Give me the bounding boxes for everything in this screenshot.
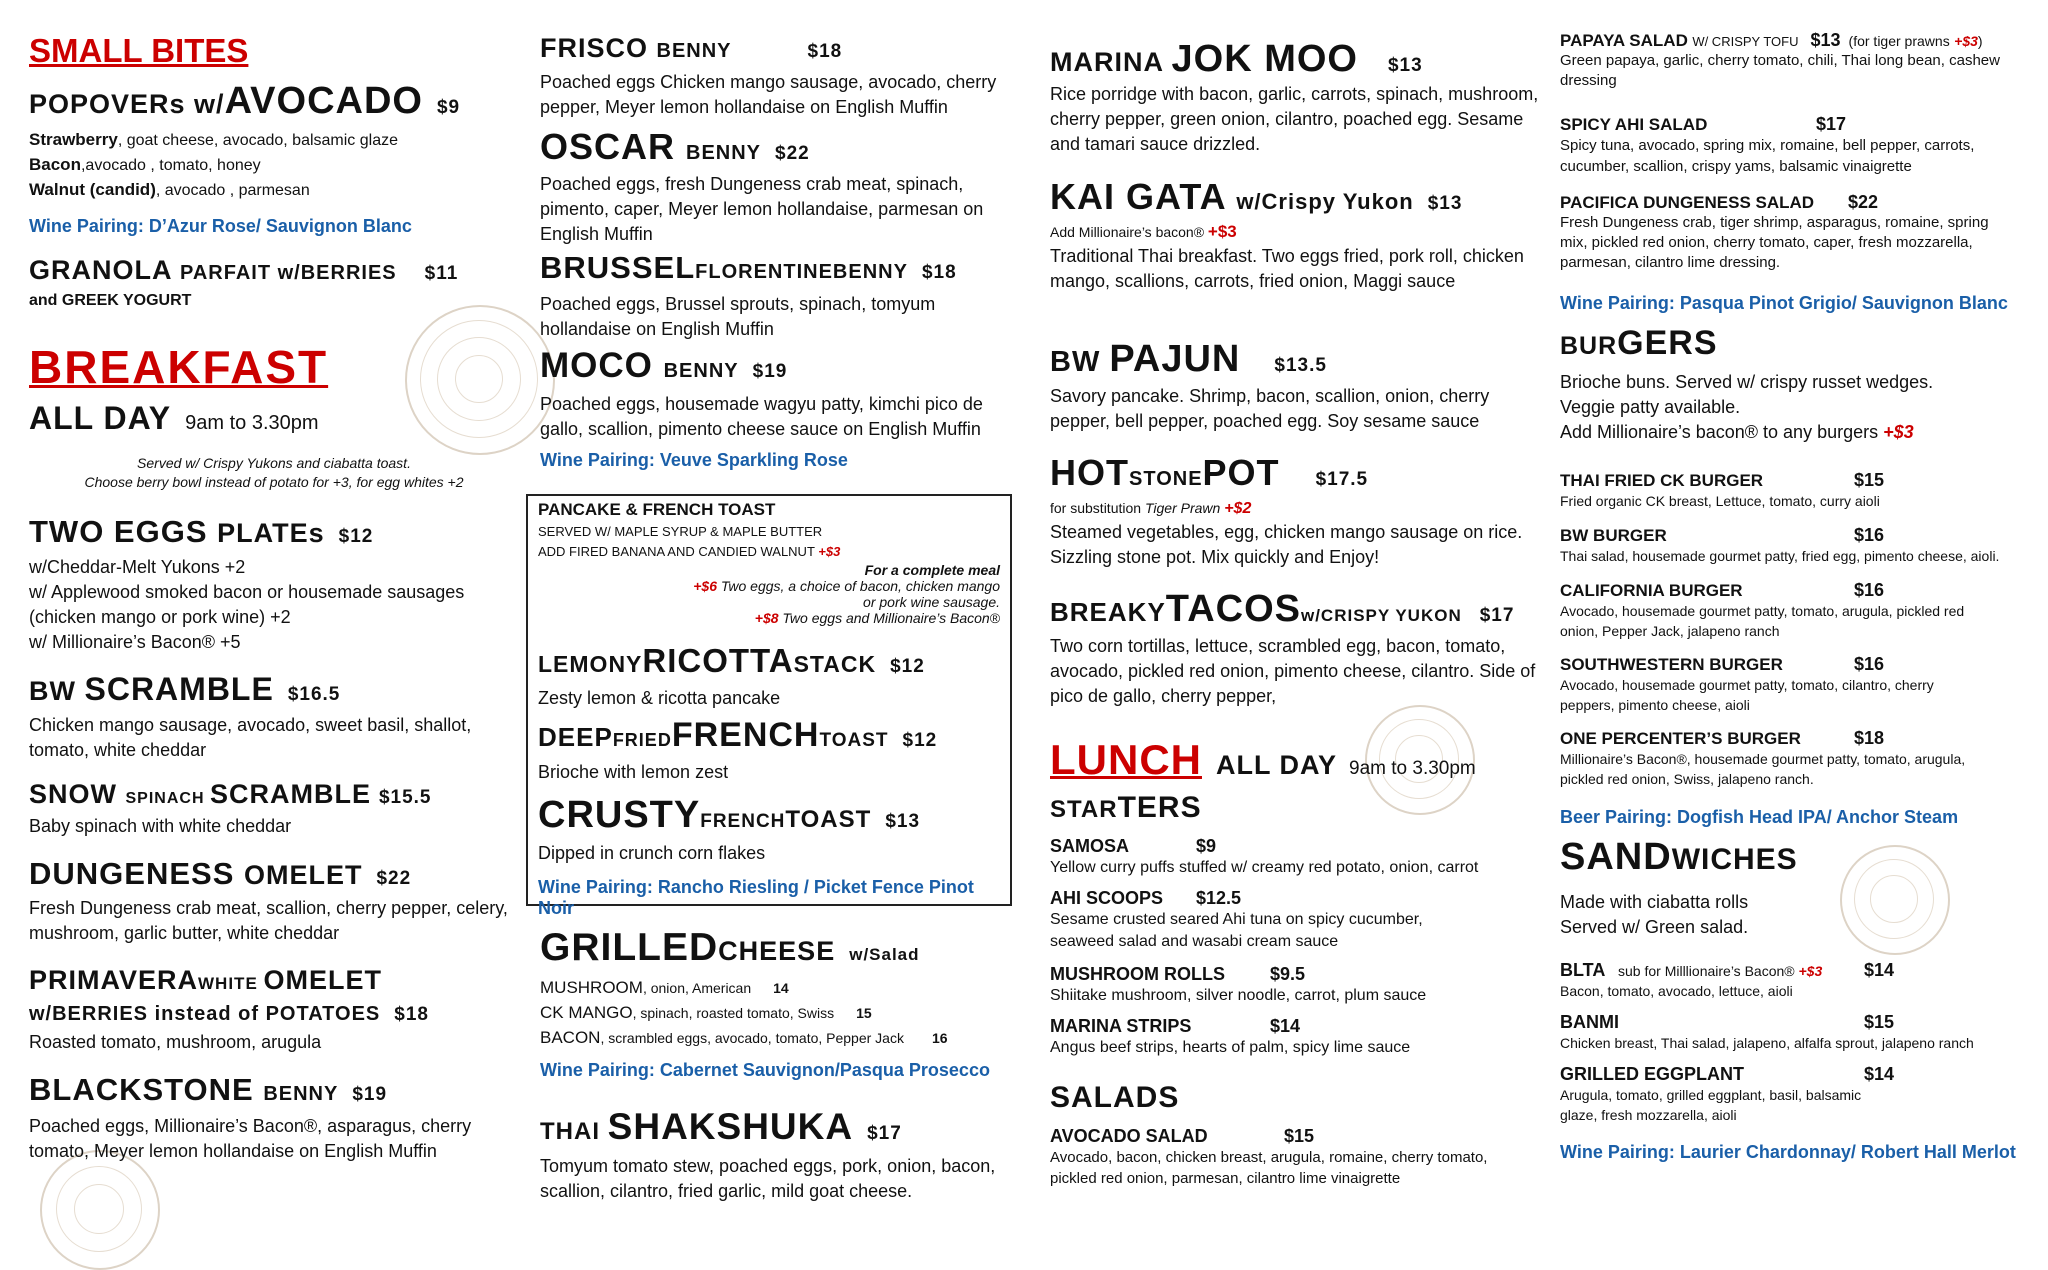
starter-item: SAMOSA $9 Yellow curry puffs stuffed w/ creamy red potato, onion, carrot [1050, 836, 1479, 876]
kai-gata-desc: Traditional Thai breakfast. Two eggs fried, pork roll, chicken mango, scallions, carrots, fried onion, Maggi sauce [1050, 246, 1524, 291]
starter-item: MARINA STRIPS $14 Angus beef strips, hearts of palm, spicy lime sauce [1050, 1016, 1411, 1056]
breakfast-served-note: Served w/ Crispy Yukons and ciabatta toast. Choose berry bowl instead of potato for +3, for egg whites +2 [84, 455, 464, 490]
kai-gata-title: KAI GATA w/Crispy Yukon $13 [1050, 176, 1463, 217]
bw-scramble-title: BW SCRAMBLE $16.5 [29, 671, 341, 707]
hot-stone-pot-substitution: for substitution Tiger Prawn +$2 [1050, 500, 1252, 517]
sandwiches-heading: SANDWICHES [1560, 836, 1798, 878]
frisco-benny-desc: Poached eggs Chicken mango sausage, avocado, cherry pepper, Meyer lemon hollandaise on English Muffin [540, 72, 997, 117]
menu-column-1 [29, 0, 519, 1243]
pacifica-dungeness-salad: PACIFICA DUNGENESS SALAD $22 Fresh Dungeness crab, tiger shrimp, asparagus, romaine, spring mix, pickled red onion, cherry tomato, caper, fresh mozzarella, parmesan, cilantro lime dressing. [1560, 192, 1989, 271]
oscar-benny-title: OSCAR BENNY $22 [540, 126, 810, 167]
pancake-box-heading: PANCAKE & FRENCH TOAST [538, 500, 776, 519]
deep-fried-french-toast-desc: Brioche with lemon zest [538, 762, 729, 782]
bw-scramble-desc: Chicken mango sausage, avocado, sweet basil, shallot, tomato, white cheddar [29, 715, 472, 760]
snow-scramble-desc: Baby spinach with white cheddar [29, 816, 292, 836]
moco-benny-title: MOCO BENNY $19 [540, 346, 788, 385]
marina-jok-moo-desc: Rice porridge with bacon, garlic, carrots, spinach, mushroom, cherry pepper, green onion, cilantro, poached egg. Sesame and tamari sauce drizzled. [1050, 84, 1539, 154]
burger-beer-pairing: Beer Pairing: Dogfish Head IPA/ Anchor Steam [1560, 807, 1959, 827]
lemony-ricotta-title: LEMONYRICOTTASTACK $12 [538, 642, 925, 679]
popovers-price: $9 [436, 97, 461, 118]
grilled-cheese-options [540, 978, 1030, 1053]
lemony-ricotta-desc: Zesty lemon & ricotta pancake [538, 688, 781, 708]
starter-item: AHI SCOOPS $12.5 Sesame crusted seared Ahi tuna on spicy cucumber, seaweed salad and wasabi cream sauce [1050, 888, 1423, 950]
menu-column-2 [540, 0, 1030, 1243]
blackstone-benny-desc: Poached eggs, Millionaire’s Bacon®, asparagus, cherry tomato, Meyer lemon hollandaise on English Muffin [29, 1116, 472, 1161]
spicy-ahi-salad: SPICY AHI SALAD $17 Spicy tuna, avocado, spring mix, romaine, bell pepper, carrots, cucumber, scallion, crispy yams, balsamic vinaigrette [1560, 114, 1975, 175]
popovers-options [29, 128, 519, 203]
section-small-bites: SMALL BITES [29, 32, 249, 69]
bw-pajun-title: BW PAJUN $13.5 [1050, 338, 1327, 380]
grilled-cheese-option: MUSHROOM , onion, American 14 [540, 978, 789, 997]
kai-gata-add-bacon: Add Millionaire’s bacon® +$3 [1050, 222, 1237, 241]
salads-heading: SALADS [1050, 1081, 1180, 1114]
primavera-omelet-subtitle: w/BERRIES instead of POTATOES $18 [29, 1003, 429, 1025]
sandwich-blta: BLTA sub for Milllionaire’s Bacon® +$3 $14 Bacon, tomato, avocado, lettuce, aioli [1560, 960, 1895, 999]
pancake-box-add-banana: ADD FIRED BANANA AND CANDIED WALNUT +$3 [538, 544, 841, 559]
avocado-salad: AVOCADO SALAD $15 Avocado, bacon, chicken breast, arugula, romaine, cherry tomato, pickled red onion, parmesan, cilantro lime vinaigrette [1050, 1126, 1488, 1187]
pancake-french-toast-box [526, 494, 1012, 918]
snow-scramble-title: SNOW SPINACH SCRAMBLE $15.5 [29, 779, 432, 809]
marina-jok-moo-title: MARINA JOK MOO $13 [1050, 38, 1423, 80]
popovers-title: POPOVERs w/AVOCADO $9 [29, 80, 461, 122]
grilled-cheese-title: GRILLEDCHEESE w/Salad [540, 926, 920, 969]
complete-meal-note: For a complete meal +$6 Two eggs, a choice of bacon, chicken mango or pork wine sausage. +$8 Two eggs and Millionaire’s Bacon® [693, 562, 1000, 626]
breaky-tacos-title: BREAKYTACOSw/CRISPY YUKON $17 [1050, 588, 1515, 630]
grilled-cheese-option: CK MANGO , spinach, roasted tomato, Swiss 15 [540, 1003, 872, 1022]
bw-pajun-desc: Savory pancake. Shrimp, bacon, scallion, onion, cherry pepper, bell pepper, poached egg. Soy sesame sauce [1050, 386, 1490, 431]
starters-heading: STARTERS [1050, 791, 1202, 824]
burger-item: THAI FRIED CK BURGER $15 Fried organic CK breast, Lettuce, tomato, curry aioli [1560, 470, 1885, 509]
burger-item: BW BURGER $16 Thai salad, housemade gourmet patty, fried egg, pimento cheese, aioli. [1560, 525, 2000, 564]
section-breakfast: BREAKFAST [29, 341, 329, 393]
blackstone-benny-title: BLACKSTONE BENNY $19 [29, 1072, 388, 1107]
brussel-benny-desc: Poached eggs, Brussel sprouts, spinach, tomyum hollandaise on English Muffin [540, 294, 936, 339]
benny-wine-pairing: Wine Pairing: Veuve Sparkling Rose [540, 450, 848, 470]
primavera-omelet-title: PRIMAVERAWHITE OMELET [29, 965, 383, 995]
crusty-wine-pairing: Wine Pairing: Rancho Riesling / Picket Fence Pinot Noir [538, 877, 974, 918]
sandwich-banmi: BANMI $15 Chicken breast, Thai salad, jalapeno, alfalfa sprout, jalapeno ranch [1560, 1012, 1974, 1051]
grilled-cheese-wine-pairing: Wine Pairing: Cabernet Sauvignon/Pasqua Prosecco [540, 1060, 990, 1080]
sandwiches-intro: Made with ciabatta rolls Served w/ Green salad. [1560, 892, 1749, 937]
burger-item: CALIFORNIA BURGER $16 Avocado, housemade gourmet patty, tomato, arugula, pickled red onion, Pepper Jack, jalapeno ranch [1560, 580, 1965, 639]
starter-item: MUSHROOM ROLLS $9.5 Shiitake mushroom, silver noodle, carrot, plum sauce [1050, 964, 1427, 1004]
menu-column-4 [1560, 0, 2040, 1243]
popover-option: Bacon,avocado , tomato, honey [29, 155, 261, 174]
moco-benny-desc: Poached eggs, housemade wagyu patty, kimchi pico de gallo, scallion, pimento cheese sauce on English Muffin [540, 394, 983, 439]
thai-shakshuka-title: THAI SHAKSHUKA $17 [540, 1106, 902, 1147]
papaya-salad: PAPAYA SALAD W/ CRISPY TOFU $13 (for tiger prawns +$3) Green papaya, garlic, cherry tomato, chili, Thai long bean, cashew dressing [1560, 30, 2000, 89]
grilled-cheese-option: BACON , scrambled eggs, avocado, tomato, Pepper Jack 16 [540, 1028, 948, 1047]
primavera-omelet-desc: Roasted tomato, mushroom, arugula [29, 1032, 322, 1052]
dungeness-omelet-desc: Fresh Dungeness crab meat, scallion, cherry pepper, celery, mushroom, garlic butter, white cheddar [29, 898, 508, 943]
pancake-box-served: SERVED W/ MAPLE SYRUP & MAPLE BUTTER [538, 524, 823, 539]
crusty-french-toast-title: CRUSTYFRENCHTOAST $13 [538, 794, 921, 836]
granola-subtitle: and GREEK YOGURT [29, 292, 192, 309]
granola-title: GRANOLA PARFAIT w/BERRIES $11 [29, 255, 459, 285]
brussel-benny-title: BRUSSELFLORENTINEBENNY $18 [540, 250, 957, 285]
dungeness-omelet-title: DUNGENESS OMELET $22 [29, 856, 412, 891]
two-eggs-options: w/Cheddar-Melt Yukons +2 w/ Applewood smoked bacon or housemade sausages (chicken mango or pork wine) +2 w/ Millionaire’s Bacon® +5 [29, 557, 465, 652]
popover-option: Walnut (candid), avocado , parmesan [29, 180, 310, 199]
oscar-benny-desc: Poached eggs, fresh Dungeness crab meat, spinach, pimento, caper, Meyer lemon hollandaise, parmesan on English Muffin [540, 174, 984, 244]
burger-item: SOUTHWESTERN BURGER $16 Avocado, housemade gourmet patty, tomato, cilantro, cherry peppers, pimento cheese, aioli [1560, 654, 1934, 713]
lunch-heading: LUNCH ALL DAY 9am to 3.30pm [1050, 736, 1476, 783]
burger-item: ONE PERCENTER’S BURGER $18 Millionaire’s Bacon®, housemade gourmet patty, tomato, arugula, pickled red onion, Swiss, jalapeno ranch. [1560, 728, 1966, 787]
deep-fried-french-toast-title: DEEPFRIEDFRENCHTOAST $12 [538, 716, 938, 754]
breakfast-all-day: ALL DAY 9am to 3.30pm [29, 400, 319, 436]
salad-wine-pairing: Wine Pairing: Pasqua Pinot Grigio/ Sauvignon Blanc [1560, 293, 2008, 313]
burgers-intro: Brioche buns. Served w/ crispy russet wedges. Veggie patty available. Add Millionaire’s bacon® to any burgers +$3 [1560, 372, 1934, 442]
two-eggs-title: TWO EGGS PLATEs $12 [29, 514, 374, 549]
breaky-tacos-desc: Two corn tortillas, lettuce, scrambled egg, bacon, tomato, avocado, pickled red onion, pimento cheese, cilantro. Side of pico de gallo, cherry pepper, [1050, 636, 1536, 706]
menu-column-3 [1050, 0, 1550, 1243]
popover-option: Strawberry, goat cheese, avocado, balsamic glaze [29, 130, 398, 149]
sandwich-grilled-eggplant: GRILLED EGGPLANT $14 Arugula, tomato, grilled eggplant, basil, balsamic glaze, fresh mozzarella, aioli [1560, 1064, 1895, 1123]
burgers-heading: BURGERS [1560, 324, 1718, 362]
thai-shakshuka-desc: Tomyum tomato stew, poached eggs, pork, onion, bacon, scallion, cilantro, fried garlic, mild goat cheese. [540, 1156, 996, 1201]
sandwich-wine-pairing: Wine Pairing: Laurier Chardonnay/ Robert Hall Merlot [1560, 1142, 2016, 1162]
crusty-french-toast-desc: Dipped in crunch corn flakes [538, 843, 766, 863]
starters-list [1050, 836, 1550, 1068]
burgers-list [1560, 470, 2040, 802]
popovers-wine-pairing: Wine Pairing: D’Azur Rose/ Sauvignon Blanc [29, 216, 412, 236]
hot-stone-pot-desc: Steamed vegetables, egg, chicken mango sausage on rice. Sizzling stone pot. Mix quickly and Enjoy! [1050, 522, 1523, 567]
hot-stone-pot-title: HOTSTONEPOT $17.5 [1050, 452, 1369, 493]
frisco-benny-title: FRISCO BENNY $18 [540, 33, 843, 63]
